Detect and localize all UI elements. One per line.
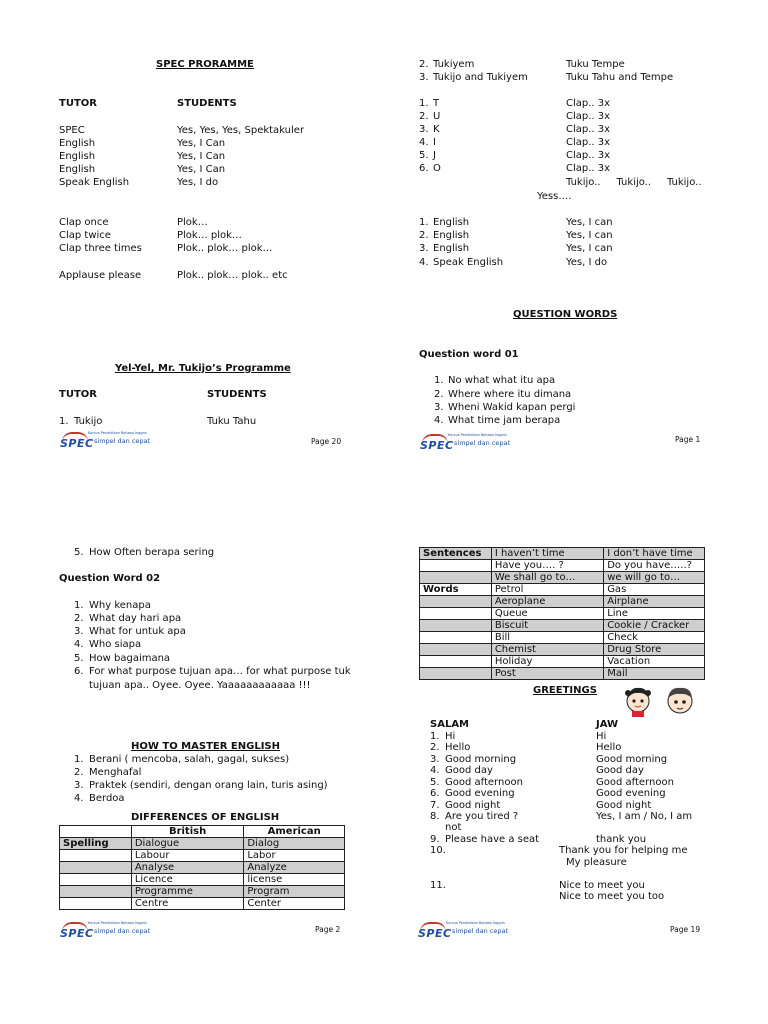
table-cell: Check xyxy=(604,632,705,644)
list-number: 4. xyxy=(419,257,429,268)
logo-tagline: simpel dan cepat xyxy=(452,927,509,935)
student-cell: Plok… plok… xyxy=(177,230,242,241)
student-cell: Yes, I do xyxy=(566,257,608,268)
logo-text: SPEC xyxy=(60,927,94,940)
table-row xyxy=(420,572,705,584)
table-row xyxy=(420,608,705,620)
clap-cell: Clap.. 3x xyxy=(566,150,611,161)
jaw-cell: Nice to meet you xyxy=(559,880,645,891)
list-text: Praktek (sendiri, dengan orang lain, turis asing) xyxy=(89,780,328,791)
list-text: Where where itu dimana xyxy=(448,389,572,400)
page-number: Page 2 xyxy=(315,925,341,934)
list-item xyxy=(434,374,734,387)
tutor-cell: Clap twice xyxy=(59,230,111,241)
tutor-cell: Speak English xyxy=(59,177,130,188)
list-text: Who siapa xyxy=(89,639,142,650)
tutor-cell: English xyxy=(433,230,470,241)
list-number: 11. xyxy=(430,880,446,891)
tutor-cell: Clap three times xyxy=(59,243,142,254)
spec-logo xyxy=(60,922,180,944)
logo-small-text: Kursus Pendidikan Bahasa Inggris xyxy=(88,431,147,435)
table-row xyxy=(60,898,345,910)
list-number: 1. xyxy=(419,217,429,228)
jaw-cell: Good evening xyxy=(596,788,666,799)
yel-row xyxy=(419,58,719,71)
page-number: Page 20 xyxy=(311,437,342,446)
clap-cell: Clap.. 3x xyxy=(566,163,611,174)
table-cell: Spelling xyxy=(60,838,132,850)
jaw-cell: thank you xyxy=(596,834,647,845)
list-text-continuation: tujuan apa.. Oyee. Oyee. Yaaaaaaaaaaaa !!! xyxy=(89,680,311,691)
table-cell xyxy=(420,644,492,656)
yel-yel-title: Yel-Yel, Mr. Tukijo’s Programme xyxy=(115,363,291,374)
logo-tagline: simpel dan cepat xyxy=(94,927,151,935)
table-cell: Do you have…..? xyxy=(604,560,705,572)
clap-row xyxy=(59,242,359,255)
list-text: How bagaimana xyxy=(89,653,171,664)
list-number: 10. xyxy=(430,845,446,856)
table-row xyxy=(420,656,705,668)
salam-cell: Good night xyxy=(445,800,501,811)
student-cell: Yes, I Can xyxy=(177,151,226,162)
students-header: STUDENTS xyxy=(177,98,237,109)
student-cell: Plok.. plok… plok… xyxy=(177,243,273,254)
list-text: Berdoa xyxy=(89,793,125,804)
list-item xyxy=(74,625,374,638)
english-row xyxy=(419,242,719,255)
list-text: What time jam berapa xyxy=(448,415,561,426)
table-cell xyxy=(420,572,492,584)
table-row xyxy=(60,862,345,874)
list-number: 3. xyxy=(434,402,444,413)
applause-row xyxy=(59,269,359,282)
table-cell: Labor xyxy=(244,850,345,862)
table-cell: license xyxy=(244,874,345,886)
spec-row xyxy=(59,150,359,163)
jaw-cell: Yes, I am / No, I am xyxy=(596,811,693,822)
table-cell: Post xyxy=(491,668,603,680)
list-number: 1. xyxy=(419,98,429,109)
list-text: No what what itu apa xyxy=(448,375,556,386)
list-number: 6. xyxy=(430,788,440,799)
list-number: 2. xyxy=(74,613,84,624)
list-item xyxy=(74,546,374,559)
table-cell: Program xyxy=(244,886,345,898)
clap-cell: Clap.. 3x xyxy=(566,98,611,109)
girl-face-icon xyxy=(625,688,651,717)
letter-cell: O xyxy=(433,163,441,174)
yel-tutor-header: TUTOR xyxy=(59,389,97,400)
student-cell: Tuku Tahu xyxy=(207,416,257,427)
list-number: 1. xyxy=(434,375,444,386)
jaw-cell: Hello xyxy=(596,742,622,753)
table-cell: Drug Store xyxy=(604,644,705,656)
student-cell: Yes, I can xyxy=(566,230,613,241)
table-row xyxy=(60,838,345,850)
table-cell: Gas xyxy=(604,584,705,596)
logo-small-text: Kursus Pendidikan Bahasa Inggris xyxy=(448,433,507,437)
list-number: 2. xyxy=(434,389,444,400)
clap-cell: Clap.. 3x xyxy=(566,124,611,135)
list-number: 4. xyxy=(74,793,84,804)
student-cell: Yes, I Can xyxy=(177,138,226,149)
spec-logo xyxy=(418,922,538,944)
student-cell: Yes, I can xyxy=(566,217,613,228)
list-number: 1. xyxy=(74,600,84,611)
spec-programme-title: SPEC PRORAMME xyxy=(156,59,254,70)
table-row xyxy=(420,584,705,596)
list-item xyxy=(74,665,374,678)
spec-logo xyxy=(420,434,540,456)
jaw-reply: Nice to meet you too xyxy=(559,891,665,902)
letter-row xyxy=(419,123,719,136)
list-item xyxy=(434,388,734,401)
differences-title: DIFFERENCES OF ENGLISH xyxy=(131,812,280,823)
clap-row xyxy=(59,216,359,229)
cartoon-kids-icon xyxy=(624,684,702,718)
letter-row xyxy=(419,136,719,149)
table-row xyxy=(420,644,705,656)
table-cell xyxy=(420,632,492,644)
student-cell: Yes, I can xyxy=(566,243,613,254)
list-item xyxy=(434,401,734,414)
table-cell: Airplane xyxy=(604,596,705,608)
table-cell xyxy=(420,596,492,608)
list-number: 2. xyxy=(74,767,84,778)
tutor-cell: SPEC xyxy=(59,125,85,136)
question-words-title: QUESTION WORDS xyxy=(513,309,618,320)
list-number: 3. xyxy=(74,626,84,637)
table-row xyxy=(60,850,345,862)
table-row xyxy=(420,596,705,608)
list-text: Why kenapa xyxy=(89,600,151,611)
jaw-cell: Hi xyxy=(596,731,607,742)
list-number: 5. xyxy=(74,653,84,664)
table-cell: Petrol xyxy=(491,584,603,596)
table-cell: We shall go to… xyxy=(491,572,603,584)
list-number: 5. xyxy=(430,777,440,788)
list-number: 2. xyxy=(430,742,440,753)
list-text: What day hari apa xyxy=(89,613,182,624)
letter-cell: T xyxy=(433,98,440,109)
list-number: 2. xyxy=(419,59,429,70)
list-item xyxy=(74,779,374,792)
letter-row xyxy=(419,149,719,162)
list-item xyxy=(74,766,374,779)
table-cell: Have you…. ? xyxy=(491,560,603,572)
list-item xyxy=(74,652,374,665)
clap-cell: Clap.. 3x xyxy=(566,137,611,148)
student-cell: Yes, I Can xyxy=(177,164,226,175)
table-cell xyxy=(420,560,492,572)
list-number: 4. xyxy=(419,137,429,148)
spec-logo xyxy=(60,432,180,454)
list-number: 9. xyxy=(430,834,440,845)
student-cell: Yes, Yes, Yes, Spektakuler xyxy=(177,125,305,136)
clap-row xyxy=(59,229,359,242)
list-item xyxy=(74,599,374,612)
logo-small-text: Kursus Pendidikan Bahasa Inggris xyxy=(446,921,505,925)
table-header-cell xyxy=(60,826,132,838)
jaw-cell: Good night xyxy=(596,800,652,811)
table-cell: Dialogue xyxy=(131,838,244,850)
english-row xyxy=(419,229,719,242)
table-cell: Cookie / Cracker xyxy=(604,620,705,632)
list-number: 2. xyxy=(419,230,429,241)
spec-row xyxy=(59,163,359,176)
logo-tagline: simpel dan cepat xyxy=(454,439,511,447)
table-cell: Holiday xyxy=(491,656,603,668)
table-row xyxy=(420,560,705,572)
table-cell: Sentences xyxy=(420,548,492,560)
table-cell: Words xyxy=(420,584,492,596)
table-cell xyxy=(420,620,492,632)
logo-text: SPEC xyxy=(420,439,454,452)
table-cell: Center xyxy=(244,898,345,910)
sentences-words-table xyxy=(419,547,705,680)
list-text: How Often berapa sering xyxy=(89,547,215,558)
list-number: 1. xyxy=(59,416,69,427)
table-cell: I don’t have time xyxy=(604,548,705,560)
table-cell: Line xyxy=(604,608,705,620)
tutor-cell: Tukijo xyxy=(74,416,103,427)
logo-text: SPEC xyxy=(60,437,94,450)
logo-text: SPEC xyxy=(418,927,452,940)
student-cell: Yes, I do xyxy=(177,177,219,188)
table-row xyxy=(60,886,345,898)
tutor-cell: English xyxy=(433,217,470,228)
jaw-cell: Good afternoon xyxy=(596,777,674,788)
list-number: 5. xyxy=(74,547,84,558)
list-number: 1. xyxy=(430,731,440,742)
jaw-cell: Good day xyxy=(596,765,644,776)
table-row xyxy=(420,548,705,560)
tukijo-chant: Tukijo.. Tukijo.. Tukijo.. xyxy=(566,177,702,188)
english-row xyxy=(419,256,719,269)
table-row xyxy=(420,632,705,644)
logo-tagline: simpel dan cepat xyxy=(94,437,151,445)
letter-cell: J xyxy=(433,150,436,161)
table-cell: we will go to… xyxy=(604,572,705,584)
list-number: 4. xyxy=(434,415,444,426)
table-cell: Licence xyxy=(131,874,244,886)
question-word-01-heading: Question word 01 xyxy=(419,349,519,360)
student-cell: Plok.. plok… plok.. etc xyxy=(177,270,288,281)
table-cell xyxy=(420,608,492,620)
table-cell: Biscuit xyxy=(491,620,603,632)
table-row xyxy=(60,874,345,886)
tutor-cell: English xyxy=(59,151,96,162)
student-cell: Tuku Tempe xyxy=(566,59,625,70)
list-text: Berani ( mencoba, salah, gagal, sukses) xyxy=(89,754,290,765)
tutor-cell: Speak English xyxy=(433,257,504,268)
list-item xyxy=(74,792,374,805)
table-header-cell: British xyxy=(131,826,244,838)
list-item xyxy=(74,612,374,625)
table-cell xyxy=(420,668,492,680)
salam-cell: Good evening xyxy=(445,788,515,799)
list-number: 4. xyxy=(74,639,84,650)
english-row xyxy=(419,216,719,229)
table-header-cell: American xyxy=(244,826,345,838)
jaw-reply: My pleasure xyxy=(566,857,627,868)
spec-row xyxy=(59,176,359,189)
tutor-cell: English xyxy=(59,138,96,149)
table-cell: Mail xyxy=(604,668,705,680)
page-number: Page 19 xyxy=(670,925,701,934)
list-item xyxy=(74,638,374,651)
tutor-cell: English xyxy=(433,243,470,254)
list-text: Wheni Wakid kapan pergi xyxy=(448,402,576,413)
table-cell: I haven’t time xyxy=(491,548,603,560)
table-cell xyxy=(60,886,132,898)
salam-cell: Please have a seat xyxy=(445,834,540,845)
table-header-row xyxy=(60,826,345,838)
list-number: 3. xyxy=(430,754,440,765)
tutor-cell: Tukijo and Tukiyem xyxy=(433,72,528,83)
logo-small-text: Kursus Pendidikan Bahasa Inggris xyxy=(88,921,147,925)
student-cell: Tuku Tahu and Tempe xyxy=(566,72,674,83)
table-cell: Labour xyxy=(131,850,244,862)
table-cell: Vacation xyxy=(604,656,705,668)
table-cell: Queue xyxy=(491,608,603,620)
list-number: 7. xyxy=(430,800,440,811)
jaw-continuation: not xyxy=(445,822,462,833)
table-cell: Programme xyxy=(131,886,244,898)
tutor-cell: Tukiyem xyxy=(433,59,475,70)
list-number: 5. xyxy=(419,150,429,161)
table-cell xyxy=(60,898,132,910)
salam-cell: Good afternoon xyxy=(445,777,523,788)
tutor-header: TUTOR xyxy=(59,98,97,109)
boy-face-icon xyxy=(668,688,692,713)
greeting-row xyxy=(430,810,730,823)
salam-cell: Hello xyxy=(445,742,471,753)
yel-row xyxy=(419,71,719,84)
table-row xyxy=(420,668,705,680)
student-cell: Plok… xyxy=(177,217,208,228)
yess-chant: Yess…. xyxy=(537,191,572,202)
list-text: Menghafal xyxy=(89,767,142,778)
list-item xyxy=(434,414,734,427)
table-cell: Dialog xyxy=(244,838,345,850)
table-cell xyxy=(60,862,132,874)
letter-row xyxy=(419,162,719,175)
list-text: For what purpose tujuan apa… for what purpose tuk xyxy=(89,666,351,677)
letter-cell: U xyxy=(433,111,441,122)
jaw-header: JAW xyxy=(596,719,619,730)
greetings-title: GREETINGS xyxy=(533,685,597,696)
page-number: Page 1 xyxy=(675,435,701,444)
list-number: 3. xyxy=(74,780,84,791)
list-text: What for untuk apa xyxy=(89,626,186,637)
table-row xyxy=(420,620,705,632)
list-number: 2. xyxy=(419,111,429,122)
list-number: 3. xyxy=(419,124,429,135)
table-cell xyxy=(420,656,492,668)
table-cell: Aeroplane xyxy=(491,596,603,608)
table-cell xyxy=(60,850,132,862)
table-cell: Centre xyxy=(131,898,244,910)
list-number: 8. xyxy=(430,811,440,822)
salam-header: SALAM xyxy=(430,719,470,730)
tutor-cell: English xyxy=(59,164,96,175)
salam-cell: Good day xyxy=(445,765,493,776)
letter-row xyxy=(419,97,719,110)
list-number: 1. xyxy=(74,754,84,765)
list-number: 6. xyxy=(74,666,84,677)
question-word-02-heading: Question Word 02 xyxy=(59,573,161,584)
clap-cell: Clap.. 3x xyxy=(566,111,611,122)
jaw-cell: Thank you for helping me xyxy=(559,845,688,856)
table-cell: Analyze xyxy=(244,862,345,874)
list-item xyxy=(74,753,374,766)
tutor-cell: Applause please xyxy=(59,270,142,281)
how-to-master-title: HOW TO MASTER ENGLISH xyxy=(131,741,280,752)
spec-row xyxy=(59,124,359,137)
table-cell xyxy=(60,874,132,886)
salam-cell: Hi xyxy=(445,731,456,742)
spec-row xyxy=(59,137,359,150)
letter-cell: K xyxy=(433,124,440,135)
table-cell: Analyse xyxy=(131,862,244,874)
list-number: 3. xyxy=(419,72,429,83)
salam-cell: Are you tired ? xyxy=(445,811,519,822)
differences-table xyxy=(59,825,345,910)
letter-cell: I xyxy=(433,137,436,148)
list-number: 4. xyxy=(430,765,440,776)
salam-cell: Good morning xyxy=(445,754,517,765)
jaw-cell: Good morning xyxy=(596,754,668,765)
yel-row xyxy=(59,415,359,428)
table-cell: Chemist xyxy=(491,644,603,656)
list-number: 3. xyxy=(419,243,429,254)
table-cell: Bill xyxy=(491,632,603,644)
list-number: 6. xyxy=(419,163,429,174)
tutor-cell: Clap once xyxy=(59,217,109,228)
letter-row xyxy=(419,110,719,123)
yel-students-header: STUDENTS xyxy=(207,389,267,400)
